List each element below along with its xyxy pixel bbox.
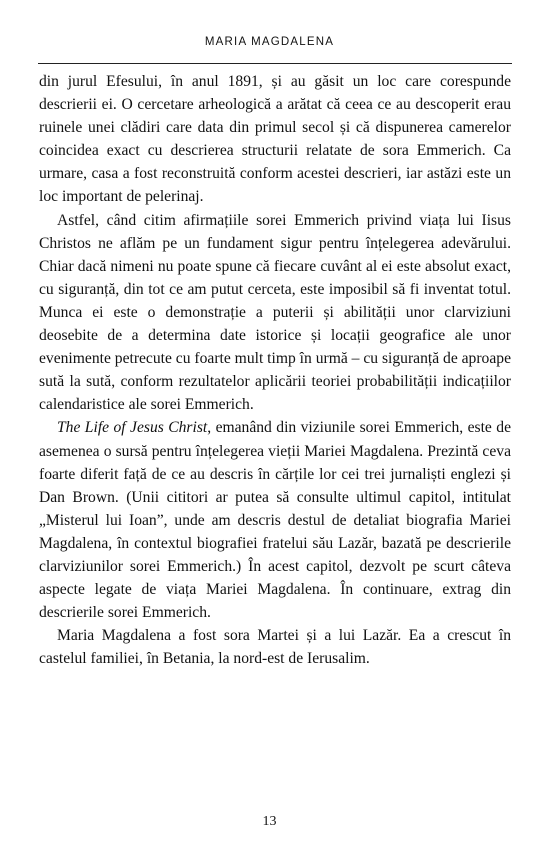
paragraph — [39, 70, 511, 209]
body-text — [39, 70, 511, 670]
book-title: The Life of Jesus Christ — [57, 419, 208, 437]
page-number: 13 — [262, 814, 277, 829]
paragraph-text: Astfel, când citim afirmațiile sorei Emmerich privind viața lui Iisus Christos ne aflăm pe un fundament sigur pentru înțelegerea adevărului. Chiar dacă nimeni nu poate spune că fiecare cuvânt al ei este absolut exact, cu siguranță, din tot ce am putut cerceta, este imposibil să fi inventat totul. Munca ei este o demonstrație a puterii și abilității unor clarviziuni deosebite de a determina date istorice și locații geografice ale unor evenimente petrecute cu foarte mult timp în urmă – cu siguranță de aproape sută la sută, conform rezultatelor aplicării teoriei probabilității indicațiilor calendaristice ale sorei Emmerich. — [39, 211, 511, 414]
paragraph — [39, 209, 511, 417]
header-rule — [38, 63, 512, 64]
paragraph-text: Maria Magdalena a fost sora Martei și a lui Lazăr. Ea a crescut în castelul familiei, în Betania, la nord-est de Ierusalim. — [39, 627, 511, 668]
paragraph — [39, 624, 511, 670]
paragraph-text: din jurul Efesului, în anul 1891, și au găsit un loc care corespunde descrierii ei. O cercetare arheologică a arătat că ceea ce au descoperit erau ruinele unei clădiri care data din primul secol și că dispunerea camerelor coincidea exact cu descrierea structurii relatate de sora Emmerich. Ca urmare, casa a fost reconstruită conform acestei descrieri, iar astăzi este un loc important de pelerinaj. — [39, 73, 511, 206]
paragraph-text: , emanând din viziunile sorei Emmerich, este de asemenea o sursă pentru înțelegerea vieții Mariei Magdalena. Prezintă ceva foarte diferit față de ce au descris în cărțile lor cei trei jurnaliști englezi și Dan Brown. (Unii cititori ar putea să consulte ultimul capitol, intitulat „Misterul lui Ioan”, unde am descris destul de detaliat biografia Mariei Magdalena, în contextul biografiei fratelui său Lazăr, bazată pe descrierile clarviziunilor sorei Emmerich.) În acest capitol, dezvolt pe scurt câteva aspecte legate de viața Mariei Magdalena. În continuare, extrag din descrierile sorei Emmerich. — [39, 419, 511, 622]
paragraph — [39, 416, 511, 624]
running-head: MARIA MAGDALENA — [204, 36, 335, 48]
